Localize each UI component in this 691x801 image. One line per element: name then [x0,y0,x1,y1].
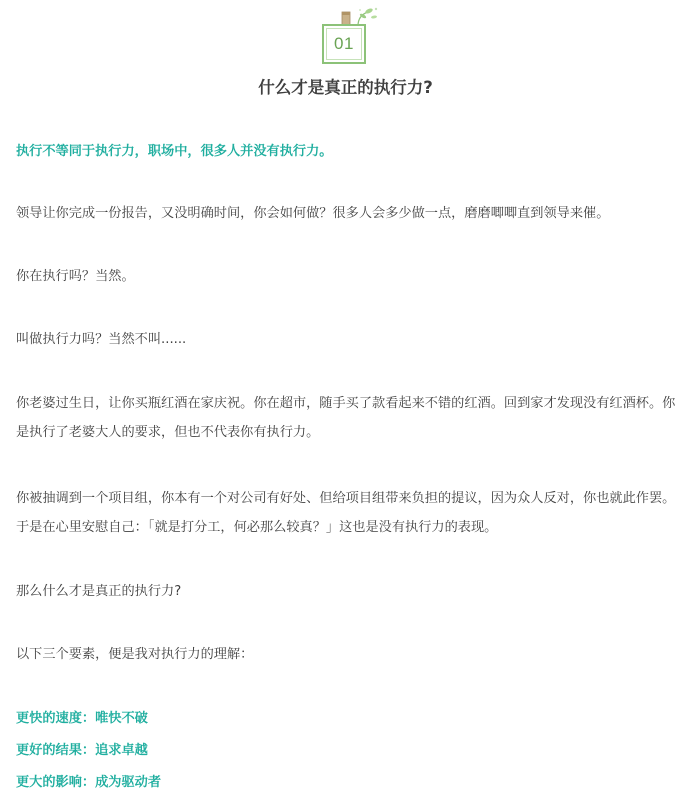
paragraph-executing: 你在执行吗？当然。 [16,269,135,284]
element-result: 更好的结果：追求卓越 [16,743,148,758]
section-title: 什么才是真正的执行力? [258,78,433,97]
element-speed: 更快的速度：唯快不破 [16,711,148,726]
paragraph-project-group: 你被抽调到一个项目组，你本有一个对公司有好处、但给项目组带来负担的提议，因为众人反对，你也就此作罢。于是在心里安慰自己：「就是打分工，何必那么较真？」这也是没有执行力的表现。 [16,491,676,535]
paragraph-not-execution-power: 叫做执行力吗？当然不叫...... [16,332,187,347]
paragraph-red-wine: 你老婆过生日，让你买瓶红酒在家庆祝。你在超市，随手买了款看起来不错的红酒。回到家才发现没有红酒杯。你是执行了老婆大人的要求，但也不代表你有执行力。 [16,396,676,440]
element-influence: 更大的影响：成为驱动者 [16,775,162,790]
paragraph-three-elements: 以下三个要素，便是我对执行力的理解： [16,647,254,662]
intro-highlight: 执行不等同于执行力，职场中，很多人并没有执行力。 [16,144,333,159]
paragraph-report: 领导让你完成一份报告，又没明确时间，你会如何做？很多人会多少做一点，磨磨唧唧直到领导来催。 [16,206,610,221]
section-number: 01 [334,34,354,53]
section-number-badge [318,6,380,66]
paragraph-question: 那么什么才是真正的执行力? [16,584,182,599]
badge-frame [322,24,366,64]
